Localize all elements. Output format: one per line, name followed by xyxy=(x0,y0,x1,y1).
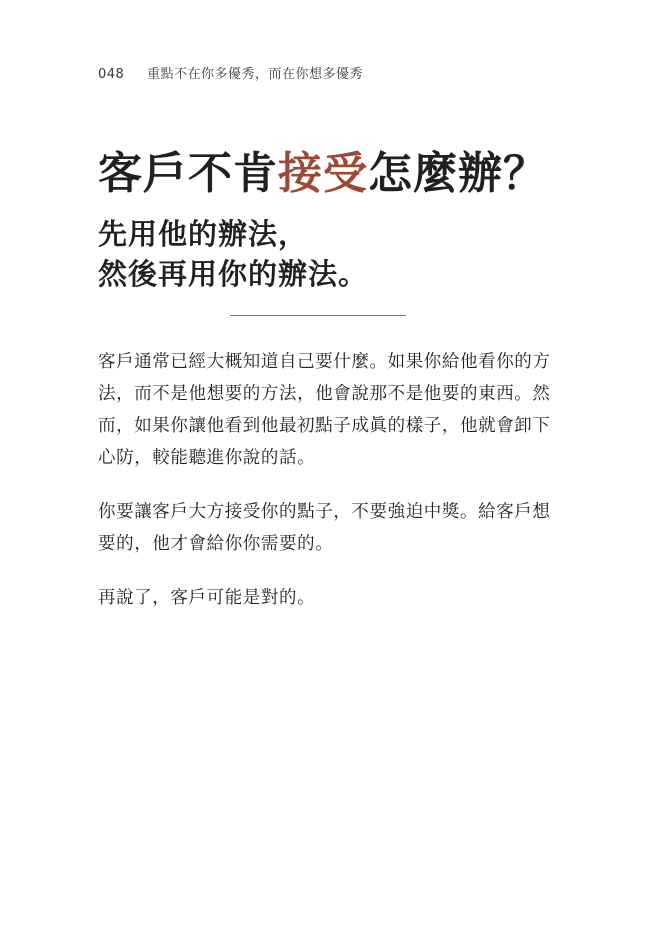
paragraph xyxy=(98,346,558,474)
subtitle-line: 然後再用你的辦法。 xyxy=(98,257,369,291)
paragraph-line: 心防，較能聽進你說的話。 xyxy=(98,448,316,468)
running-header xyxy=(98,63,363,82)
paragraph xyxy=(98,582,558,614)
paragraph-line: 而，如果你讓他看到他最初點子成眞的樣子，他就會卸下 xyxy=(98,416,551,436)
page-title xyxy=(98,146,548,202)
running-title: 重點不在你多優秀，而在你想多優秀 xyxy=(146,67,363,82)
page-number: 048 xyxy=(98,67,125,82)
paragraph-line: 你要讓客戶大方接受你的點子，不要強迫中獎。給客戶想 xyxy=(98,502,551,522)
title-text-after: 怎麼辦？ xyxy=(368,148,548,199)
paragraph-line: 再說了，客戶可能是對的。 xyxy=(98,588,316,608)
paragraph-line: 客戶通常已經大概知道自己要什麼。如果你給他看你的方 xyxy=(98,352,551,372)
body-text xyxy=(98,346,558,636)
title-divider xyxy=(230,315,406,316)
page-subtitle xyxy=(98,214,368,294)
title-accent-text: 接受 xyxy=(278,148,368,199)
subtitle-line: 先用他的辦法， xyxy=(98,217,309,251)
paragraph xyxy=(98,496,558,560)
paragraph-line: 法，而不是他想要的方法，他會說那不是他要的東西。然 xyxy=(98,384,551,404)
paragraph-line: 要的，他才會給你你需要的。 xyxy=(98,534,334,554)
title-text-before: 客戶不肯 xyxy=(98,148,278,199)
